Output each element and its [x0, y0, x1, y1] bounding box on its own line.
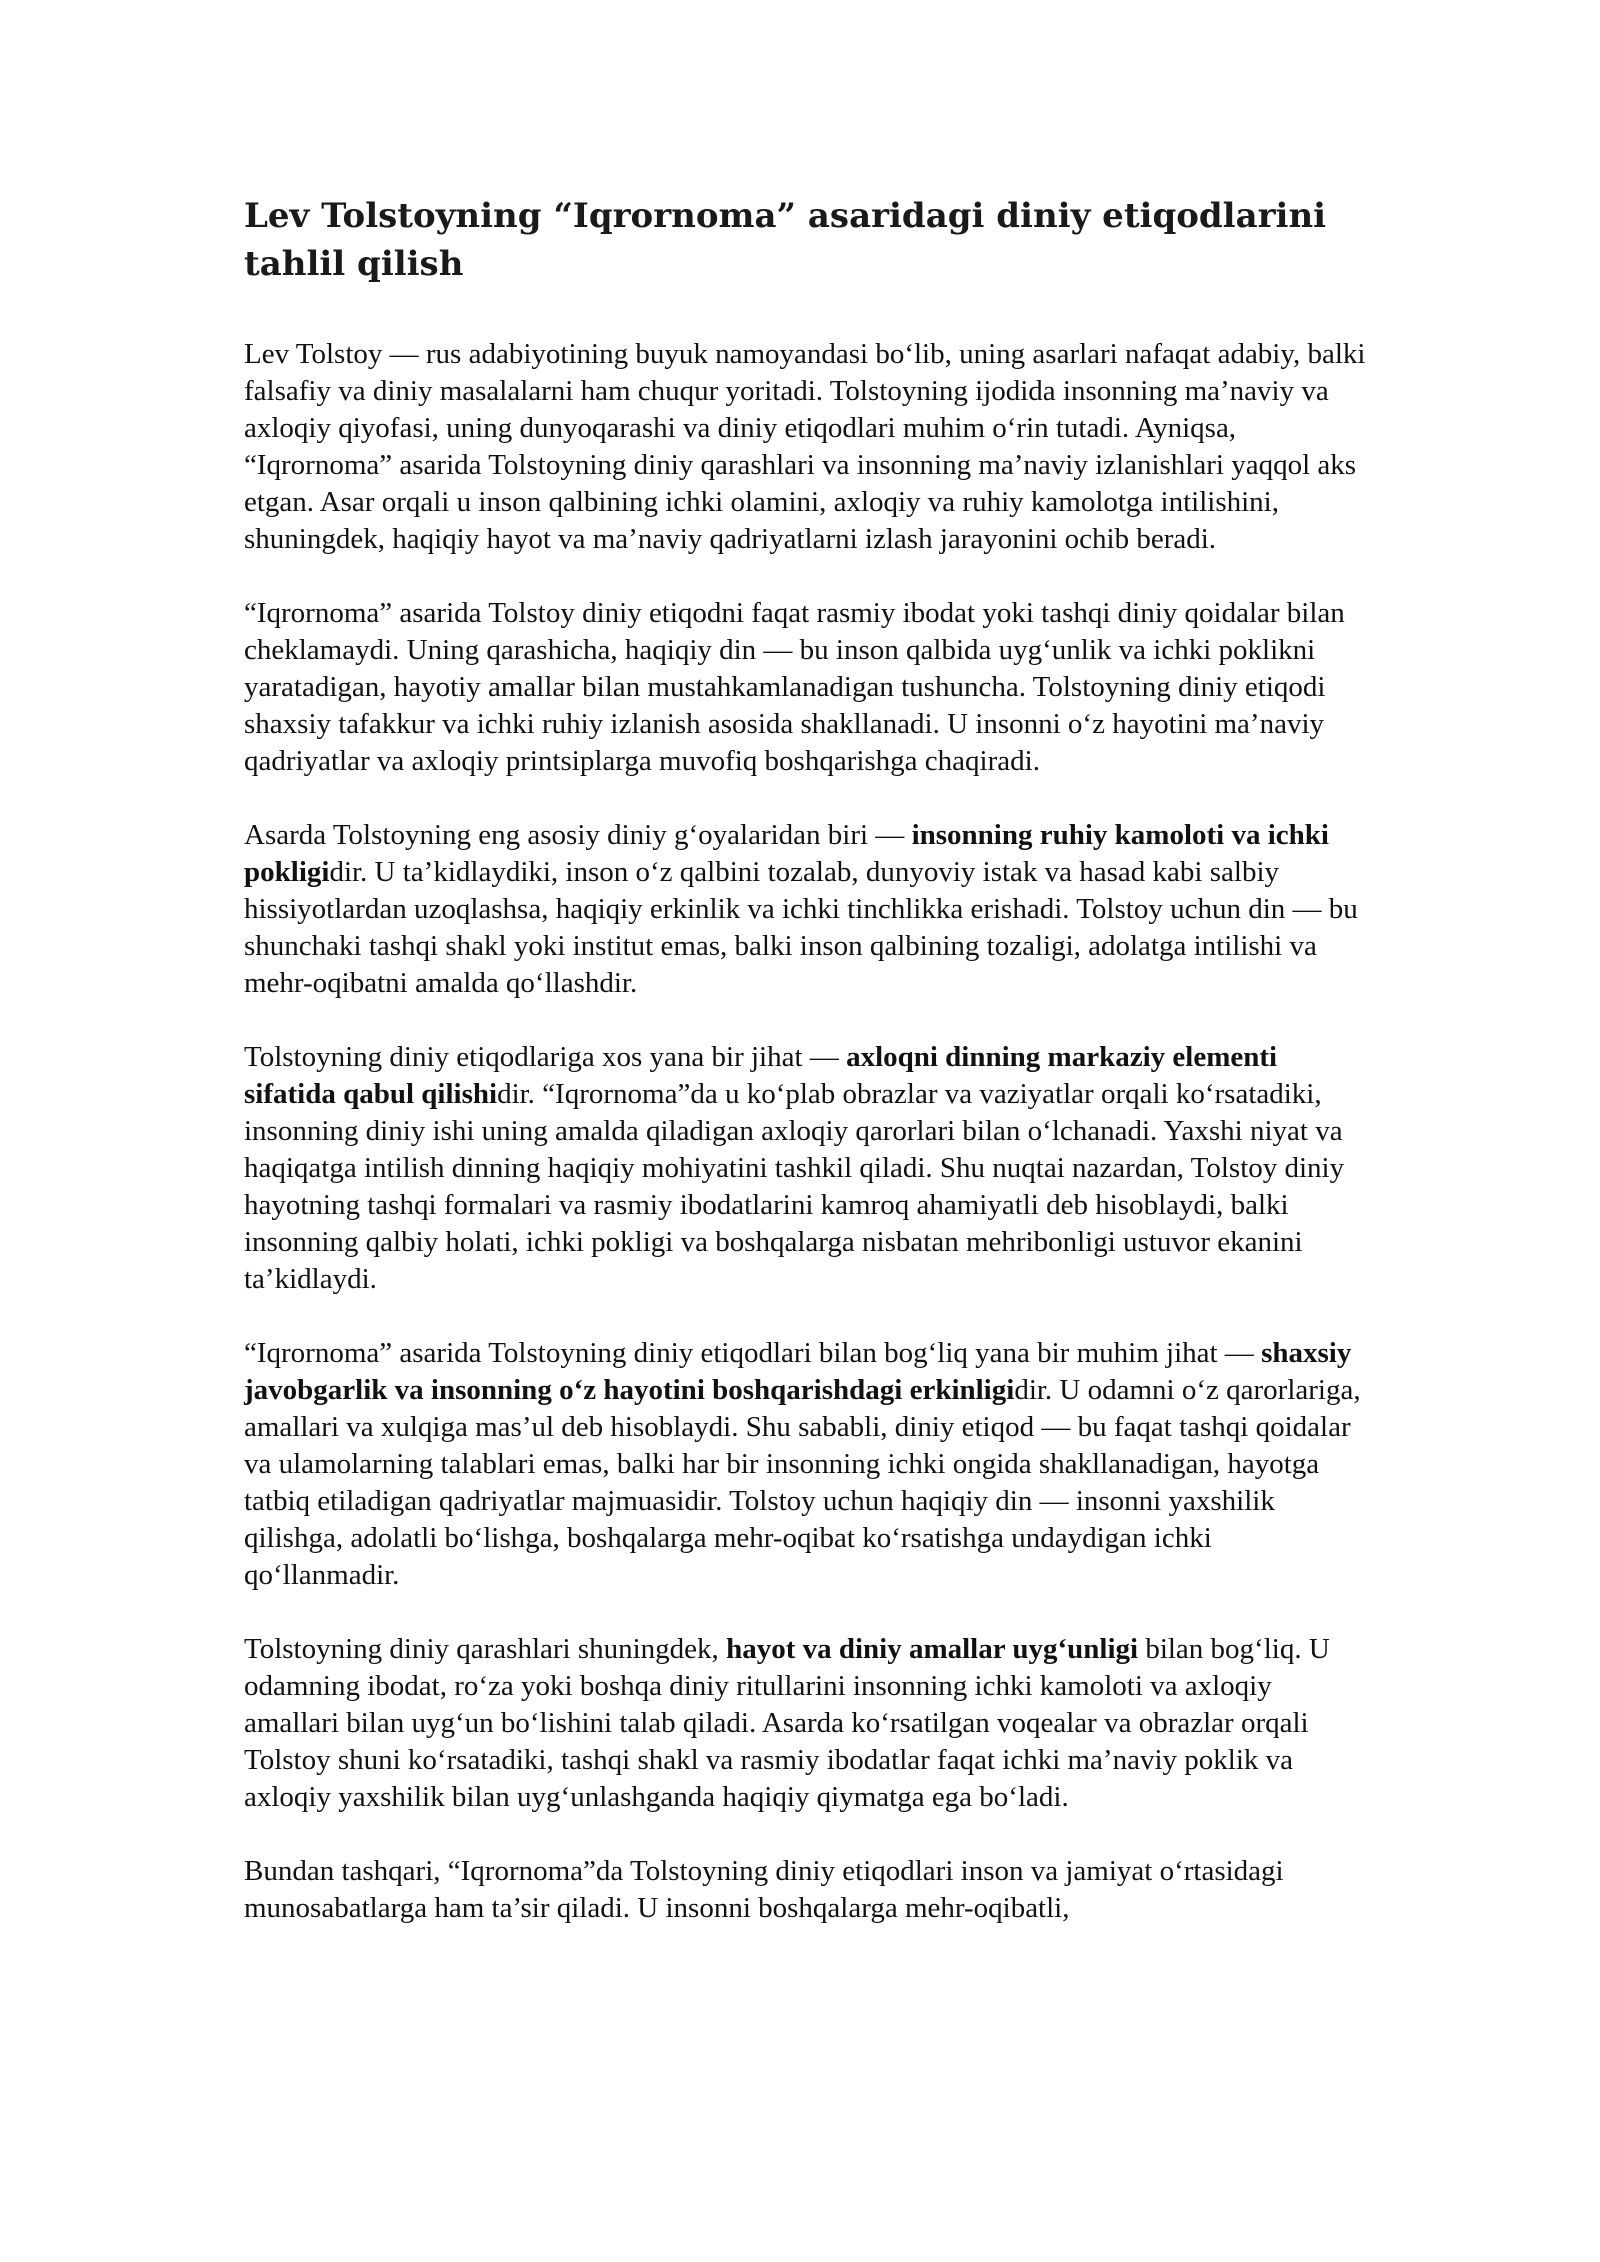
paragraph-6 [244, 1631, 1368, 1816]
paragraph-text: bilan bog‘liq. U odamning ibodat, ro‘za yoki boshqa diniy ritullarini insonning ichki kamoloti va axloqiy amallari bilan uyg‘un bo‘lishini talab qiladi. Asarda ko‘rsatilgan voqealar va obrazlar orqali Tolstoy shuni ko‘rsatadiki, tashqi shakl va rasmiy ibodatlar faqat ichki ma’naviy poklik va axloqiy yaxshilik bilan uyg‘unlashganda haqiqiy qiymatga ega bo‘ladi. [244, 1633, 1330, 1813]
paragraph-text: “Iqrornoma” asarida Tolstoyning diniy etiqodlari bilan bog‘liq yana bir muhim jihat — [244, 1337, 1262, 1369]
paragraph-text: Tolstoyning diniy etiqodlariga xos yana bir jihat — [244, 1041, 847, 1073]
paragraph-1: Lev Tolstoy — rus adabiyotining buyuk namoyandasi bo‘lib, uning asarlari nafaqat adabiy, balki falsafiy va diniy masalalarni ham chuqur yoritadi. Tolstoyning ijodida insonning ma’naviy va axloqiy qiyofasi, uning dunyoqarashi va diniy etiqodlari muhim o‘rin tutadi. Ayniqsa, “Iqrornoma” asarida Tolstoyning diniy qarashlari va insonning ma’naviy izlanishlari yaqqol aks etgan. Asar orqali u inson qalbining ichki olamini, axloqiy va ruhiy kamolotga intilishini, shuningdek, haqiqiy hayot va ma’naviy qadriyatlarni izlash jarayonini ochib beradi. [244, 338, 1366, 555]
paragraph-text: dir. “Iqrornoma”da u ko‘plab obrazlar va vaziyatlar orqali ko‘rsatadiki, insonning diniy ishi uning amalda qiladigan axloqiy qarorlari bilan o‘lchanadi. Yaxshi niyat va haqiqatga intilish dinning haqiqiy mohiyatini tashkil qiladi. Shu nuqtai nazardan, Tolstoy diniy hayotning tashqi formalari va rasmiy ibodatlarini kamroq ahamiyatli deb hisoblaydi, balki insonning qalbiy holati, ichki pokligi va boshqalarga nisbatan mehribonligi ustuvor ekanini ta’kidlaydi. [244, 1078, 1345, 1295]
paragraph-4 [244, 1039, 1368, 1298]
document-body [244, 192, 1368, 1964]
paragraph-text: Tolstoyning diniy qarashlari shuningdek, [244, 1633, 727, 1665]
bold-phrase: axloqni dinning markaziy elementi sifatida qabul qilishi [244, 1041, 1278, 1110]
paragraph-text: dir. U ta’kidlaydiki, inson o‘z qalbini tozalab, dunyoviy istak va hasad kabi salbiy hissiyotlardan uzoqlashsa, haqiqiy erkinlik va ichki tinchlikka erishadi. Tolstoy uchun din — bu shunchaki tashqi shakl yoki institut emas, balki inson qalbining tozaligi, adolatga intilishi va mehr-oqibatni amalda qo‘llashdir. [244, 856, 1358, 999]
bold-phrase: hayot va diniy amallar uyg‘unligi [726, 1633, 1139, 1665]
document-title: Lev Tolstoyning “Iqrornoma” asaridagi diniy etiqodlarini tahlil qilish [244, 196, 1327, 284]
bold-phrase: insonning ruhiy kamoloti va ichki pokligi [244, 819, 1329, 888]
paragraph-7: Bundan tashqari, “Iqrornoma”da Tolstoyning diniy etiqodlari inson va jamiyat o‘rtasidagi munosabatlarga ham ta’sir qiladi. U insonni boshqalarga mehr-oqibatli, [244, 1855, 1284, 1924]
paragraph-5 [244, 1335, 1368, 1594]
paragraph-text: Asarda Tolstoyning eng asosiy diniy g‘oyalaridan biri — [244, 819, 912, 851]
bold-phrase: shaxsiy javobgarlik va insonning o‘z hayotini boshqarishdagi erkinligi [244, 1337, 1352, 1406]
paragraph-text: dir. U odamni o‘z qarorlariga, amallari va xulqiga mas’ul deb hisoblaydi. Shu sababli, diniy etiqod — bu faqat tashqi qoidalar va ulamolarning talablari emas, balki har bir insonning ichki ongida shakllanadigan, hayotga tatbiq etiladigan qadriyatlar majmuasidir. Tolstoy uchun haqiqiy din — insonni yaxshilik qilishga, adolatli bo‘lishga, boshqalarga mehr-oqibat ko‘rsatishga undaydigan ichki qo‘llanmadir. [244, 1374, 1361, 1591]
paragraph-2: “Iqrornoma” asarida Tolstoy diniy etiqodni faqat rasmiy ibodat yoki tashqi diniy qoidalar bilan cheklamaydi. Uning qarashicha, haqiqiy din — bu inson qalbida uyg‘unlik va ichki poklikni yaratadigan, hayotiy amallar bilan mustahkamlanadigan tushuncha. Tolstoyning diniy etiqodi shaxsiy tafakkur va ichki ruhiy izlanish asosida shakllanadi. U insonni o‘z hayotini ma’naviy qadriyatlar va axloqiy printsiplarga muvofiq boshqarishga chaqiradi. [244, 597, 1345, 777]
paragraph-3 [244, 817, 1368, 1002]
